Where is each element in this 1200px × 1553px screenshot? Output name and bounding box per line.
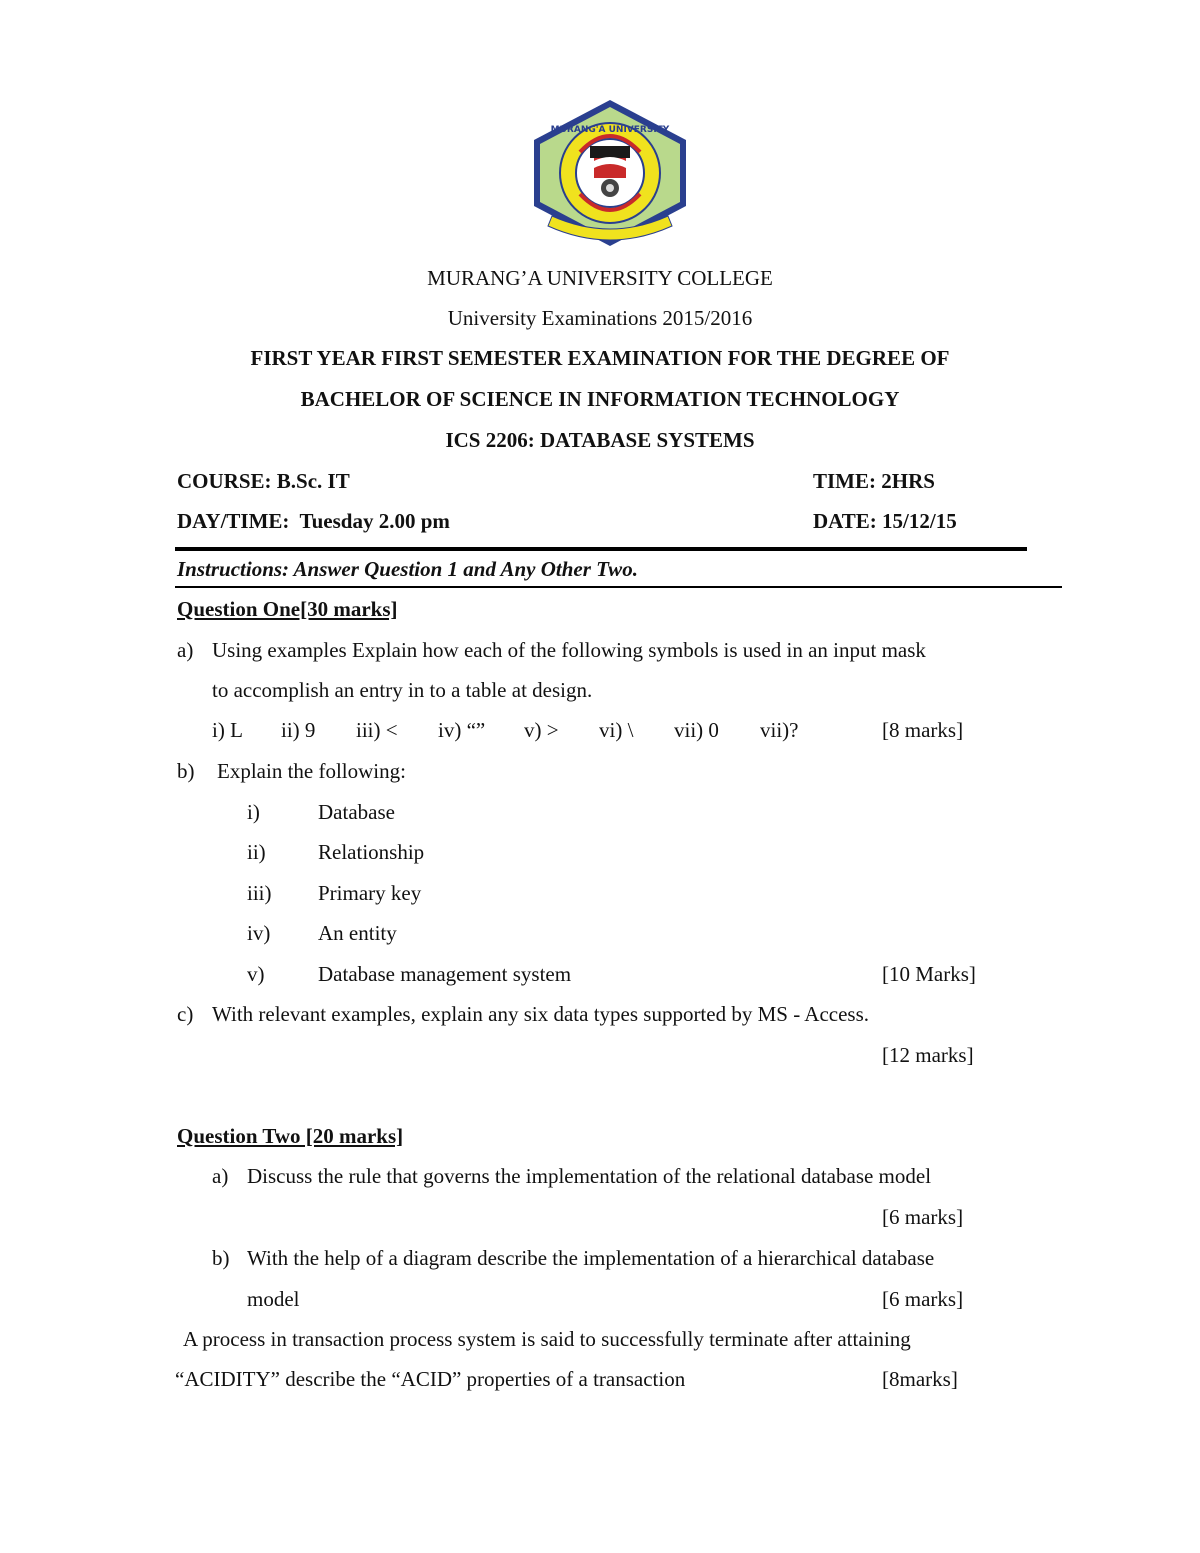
symbol-item: i) L: [212, 718, 243, 742]
university-logo: [528, 98, 692, 248]
unit-code: ICS 2206: DATABASE SYSTEMS: [445, 428, 755, 452]
duration: TIME: 2HRS: [813, 469, 935, 493]
list-item-number: i): [247, 800, 260, 824]
q2-c-line1: A process in transaction process system is said to successfully terminate after attaining: [183, 1327, 911, 1351]
q2-b-label: b): [212, 1246, 230, 1270]
symbol-item: vii)?: [760, 718, 799, 742]
instructions: Instructions: Answer Question 1 and Any Other Two.: [177, 557, 638, 581]
exam-title-line2: BACHELOR OF SCIENCE IN INFORMATION TECHNOLOGY: [300, 387, 900, 411]
q2-a-label: a): [212, 1164, 229, 1188]
list-item-number: iv): [247, 921, 271, 945]
q2-b-marks: [6 marks]: [882, 1287, 964, 1311]
q1-a-line2: to accomplish an entry in to a table at design.: [212, 678, 593, 702]
exam-date: DATE: 15/12/15: [813, 509, 957, 533]
list-item-number: ii): [247, 840, 266, 864]
q1-a-line1: Using examples Explain how each of the following symbols is used in an input mask: [212, 638, 926, 662]
q1-b-marks: [10 Marks]: [882, 962, 976, 986]
symbol-item: v) >: [524, 718, 559, 742]
q1-c-label: c): [177, 1002, 194, 1026]
q2-a-marks: [6 marks]: [882, 1205, 964, 1229]
q2-b-line2: model: [247, 1287, 300, 1311]
q1-b-text: Explain the following:: [217, 759, 406, 783]
list-item-number: iii): [247, 881, 272, 905]
exam-title-line1: FIRST YEAR FIRST SEMESTER EXAMINATION FOR THE DEGREE OF: [250, 346, 950, 370]
divider-thick: [175, 547, 1027, 551]
symbol-item: iii) <: [356, 718, 398, 742]
svg-text:MURANG'A UNIVERSITY: MURANG'A UNIVERSITY: [550, 125, 670, 135]
symbol-item: vi) \: [599, 718, 634, 742]
symbol-item: iv) “”: [438, 718, 486, 742]
symbol-item: ii) 9: [281, 718, 316, 742]
course: COURSE: B.Sc. IT: [177, 469, 350, 493]
exam-year: University Examinations 2015/2016: [447, 306, 753, 330]
day-time: DAY/TIME: Tuesday 2.00 pm: [177, 509, 450, 533]
q1-a-marks: [8 marks]: [882, 718, 964, 742]
q1-a-label: a): [177, 638, 194, 662]
question-two-heading: Question Two [20 marks]: [177, 1124, 404, 1148]
q2-b-line1: With the help of a diagram describe the implementation of a hierarchical database: [247, 1246, 935, 1270]
list-item: Relationship: [318, 840, 425, 864]
q2-a-text: Discuss the rule that governs the implementation of the relational database model: [247, 1164, 932, 1188]
q1-c-marks: [12 marks]: [882, 1043, 974, 1067]
list-item: Primary key: [318, 881, 422, 905]
institution-name: MURANG’A UNIVERSITY COLLEGE: [427, 266, 773, 290]
q2-c-marks: [8marks]: [882, 1367, 958, 1391]
question-one-heading: Question One[30 marks]: [177, 597, 398, 621]
list-item: Database management system: [318, 962, 572, 986]
q2-c-line2: “ACIDITY” describe the “ACID” properties of a transaction: [175, 1367, 686, 1391]
symbol-item: vii) 0: [674, 718, 719, 742]
divider-thin: [175, 586, 1062, 588]
q1-b-label: b): [177, 759, 195, 783]
list-item-number: v): [247, 962, 265, 986]
q1-c-text: With relevant examples, explain any six data types supported by MS - Access.: [212, 1002, 869, 1026]
list-item: Database: [318, 800, 395, 824]
list-item: An entity: [318, 921, 397, 945]
